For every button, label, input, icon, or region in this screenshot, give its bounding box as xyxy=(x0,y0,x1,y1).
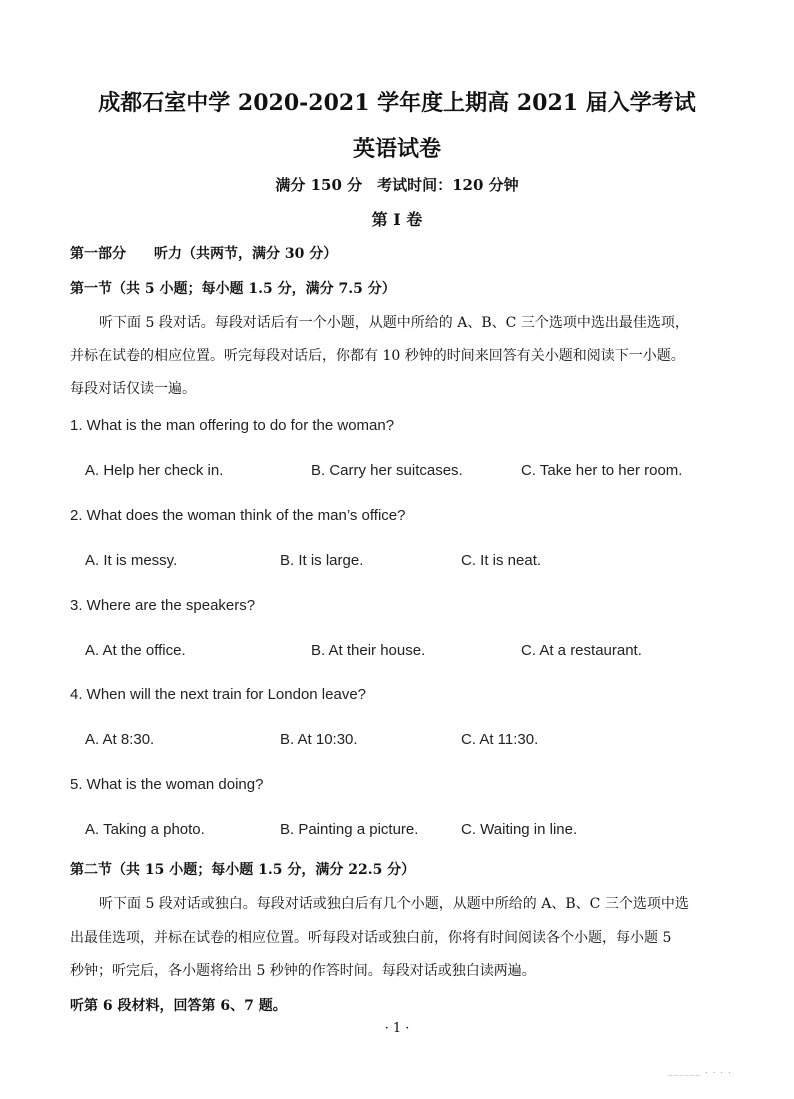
section1-instruction-line: 听下面 5 段对话。每段对话后有一个小题，从题中所给的 A、B、C 三个选项中选出最佳选项， xyxy=(99,315,689,331)
option-4c: C. At 11:30. xyxy=(461,731,539,748)
option-3a: A. At the office. xyxy=(85,642,186,659)
option-1a: A. Help her check in. xyxy=(85,462,224,479)
option-1c: C. Take her to her room. xyxy=(521,462,683,479)
option-3c: C. At a restaurant. xyxy=(521,642,642,659)
question-5: 5. What is the woman doing? xyxy=(70,776,264,793)
option-3b: B. At their house. xyxy=(311,642,426,659)
section2-instruction-line: 听下面 5 段对话或独白。每段对话或独白后有几个小题，从题中所给的 A、B、C 三个选项中选 xyxy=(99,896,689,912)
corner-mark: ______ . . . . xyxy=(668,1066,732,1076)
volume-label: 第 I 卷 xyxy=(371,210,423,229)
exam-subtitle: 英语试卷 xyxy=(352,136,441,162)
section2-heading: 第二节（共 15 小题；每小题 1.5 分，满分 22.5 分） xyxy=(70,862,416,878)
option-2a: A. It is messy. xyxy=(85,552,178,569)
option-2b: B. It is large. xyxy=(280,552,364,569)
section2-instruction-line: 出最佳选项，并标在试卷的相应位置。听每段对话或独白前，你将有时间阅读各个小题，每小题 5 xyxy=(70,930,672,946)
option-5b: B. Painting a picture. xyxy=(280,821,419,838)
option-5a: A. Taking a photo. xyxy=(85,821,205,838)
option-2c: C. It is neat. xyxy=(461,552,542,569)
section1-instruction-line: 每段对话仅读一遍。 xyxy=(70,381,196,397)
section1-heading: 第一节（共 5 小题；每小题 1.5 分，满分 7.5 分） xyxy=(70,281,396,297)
option-4a: A. At 8:30. xyxy=(85,731,155,748)
section2-instruction-line: 秒钟；听完后，各小题将给出 5 秒钟的作答时间。每段对话或独白读两遍。 xyxy=(70,963,536,979)
question-1: 1. What is the man offering to do for the woman? xyxy=(70,417,395,434)
question-3: 3. Where are the speakers? xyxy=(70,597,256,614)
exam-meta: 满分 150 分 考试时间：120 分钟 xyxy=(275,176,519,194)
option-4b: B. At 10:30. xyxy=(280,731,358,748)
section1-instruction-line: 并标在试卷的相应位置。听完每段对话后，你都有 10 秒钟的时间来回答有关小题和阅读下一小题。 xyxy=(70,348,685,364)
part1-heading: 第一部分 听力（共两节，满分 30 分） xyxy=(70,246,338,262)
material-heading: 听第 6 段材料，回答第 6、7 题。 xyxy=(70,998,287,1014)
page-number: · 1 · xyxy=(384,1021,410,1036)
question-4: 4. When will the next train for London leave? xyxy=(70,686,367,703)
question-2: 2. What does the woman think of the man’s office? xyxy=(70,507,406,524)
option-5c: C. Waiting in line. xyxy=(461,821,578,838)
option-1b: B. Carry her suitcases. xyxy=(311,462,463,479)
exam-title: 成都石室中学 2020-2021 学年度上期高 2021 届入学考试 xyxy=(98,90,696,116)
